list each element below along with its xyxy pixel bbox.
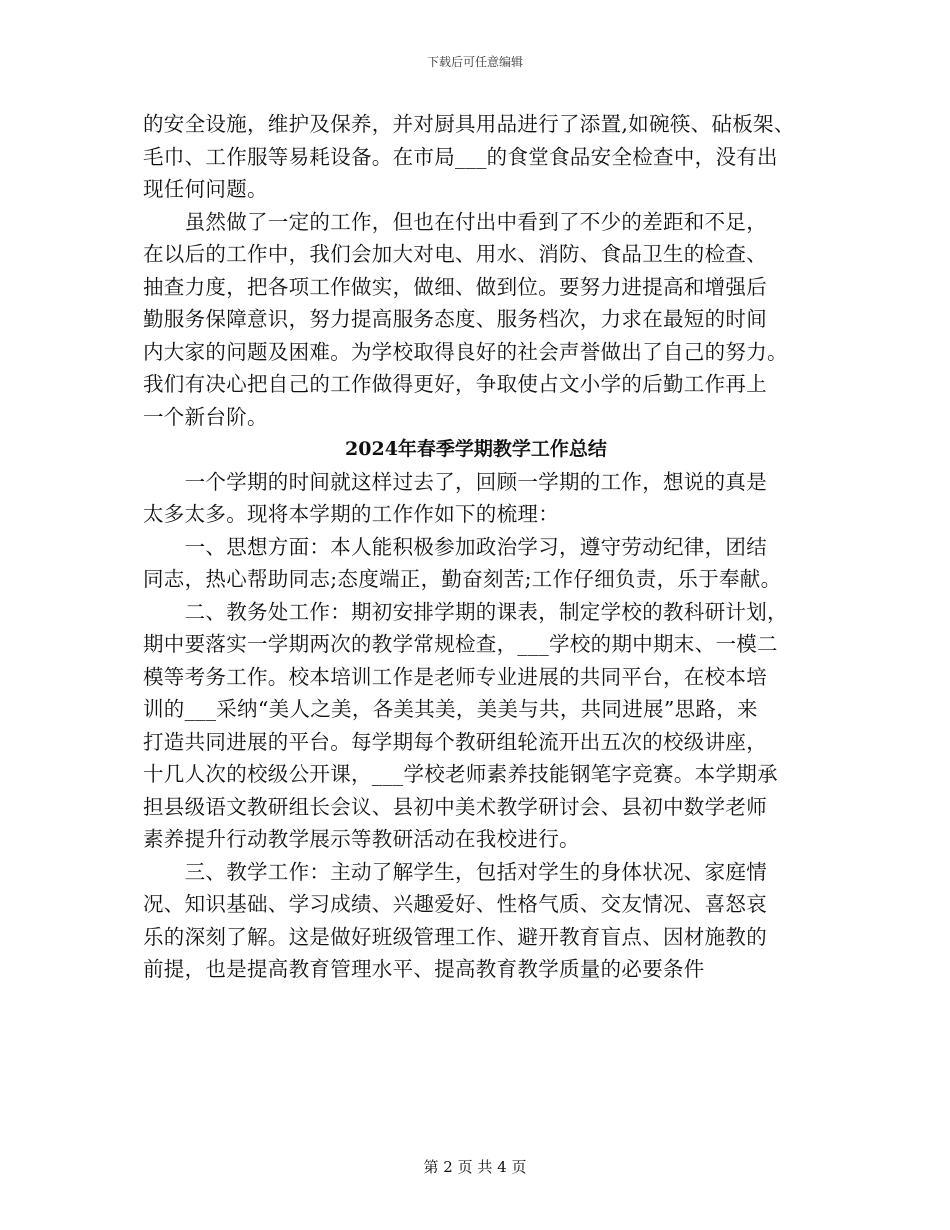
body-line: 在以后的工作中，我们会加大对电、用水、消防、食品卫生的检查、 <box>143 242 767 266</box>
body-line: 毛巾、工作服等易耗设备。在市局___的食堂食品安全检查中，没有出 <box>143 144 778 169</box>
body-line: 勤服务保障意识，努力提高服务态度、服务档次，力求在最短的时间 <box>143 307 767 331</box>
page-footer: 第 2 页 共 4 页 <box>423 1158 527 1176</box>
section-line: 模等考务工作。校本培训工作是老师专业进展的共同平台，在校本培 <box>143 664 767 689</box>
body-line: 的安全设施，维护及保养，并对厨具用品进行了添置,如碗筷、砧板架、 <box>143 112 795 136</box>
section-line: 乐的深刻了解。这是做好班级管理工作、避开教育盲点、因材施教的 <box>143 924 767 949</box>
body-line: 现任何问题。 <box>143 177 268 201</box>
body-line: 虽然做了一定的工作，但也在付出中看到了不少的差距和不足， <box>143 209 767 234</box>
section-title: 2024年春季学期教学工作总结 <box>345 438 607 460</box>
body-line: 我们有决心把自己的工作做得更好，争取使占文小学的后勤工作再上 <box>143 372 767 396</box>
body-line: 抽查力度，把各项工作做实，做细、做到位。要努力进提高和增强后 <box>143 274 767 299</box>
section-line: 二、教务处工作：期初安排学期的课表，制定学校的教科研计划， <box>143 599 788 624</box>
section-line: 一个学期的时间就这样过去了，回顾一学期的工作，想说的真是 <box>143 469 767 494</box>
section-line: 况、知识基础、学习成绩、兴趣爱好、性格气质、交友情况、喜怒哀 <box>143 892 767 916</box>
section-line: 一、思想方面：本人能积极参加政治学习，遵守劳动纪律，团结 <box>143 534 767 559</box>
section-line: 担县级语文教研组长会议、县初中美术教学研讨会、县初中数学老师 <box>143 794 767 819</box>
section-line: 前提，也是提高教育管理水平、提高教育教学质量的必要条件 <box>143 957 705 981</box>
section-line: 三、教学工作：主动了解学生，包括对学生的身体状况、家庭情 <box>143 859 767 884</box>
section-line: 训的___采纳“美人之美，各美其美，美美与共，共同进展”思路，来 <box>143 697 758 721</box>
section-line: 太多太多。现将本学期的工作作如下的梳理： <box>143 502 559 526</box>
section-line: 十几人次的校级公开课，___学校老师素养技能钢笔字竞赛。本学期承 <box>143 762 778 786</box>
section-line: 同志，热心帮助同志;态度端正，勤奋刻苦;工作仔细负责，乐于奉献。 <box>143 567 782 591</box>
body-line: 一个新台阶。 <box>143 404 268 429</box>
body-line: 内大家的问题及困难。为学校取得良好的社会声誉做出了自己的努力。 <box>143 339 788 364</box>
section-line: 期中要落实一学期两次的教学常规检查，___学校的期中期末、一模二 <box>143 632 778 656</box>
page-header: 下载后可任意编辑 <box>426 55 523 69</box>
section-line: 素养提升行动教学展示等教研活动在我校进行。 <box>143 827 580 851</box>
document-body <box>143 108 815 986</box>
section-line: 打造共同进展的平台。每学期每个教研组轮流开出五次的校级讲座， <box>143 729 767 754</box>
